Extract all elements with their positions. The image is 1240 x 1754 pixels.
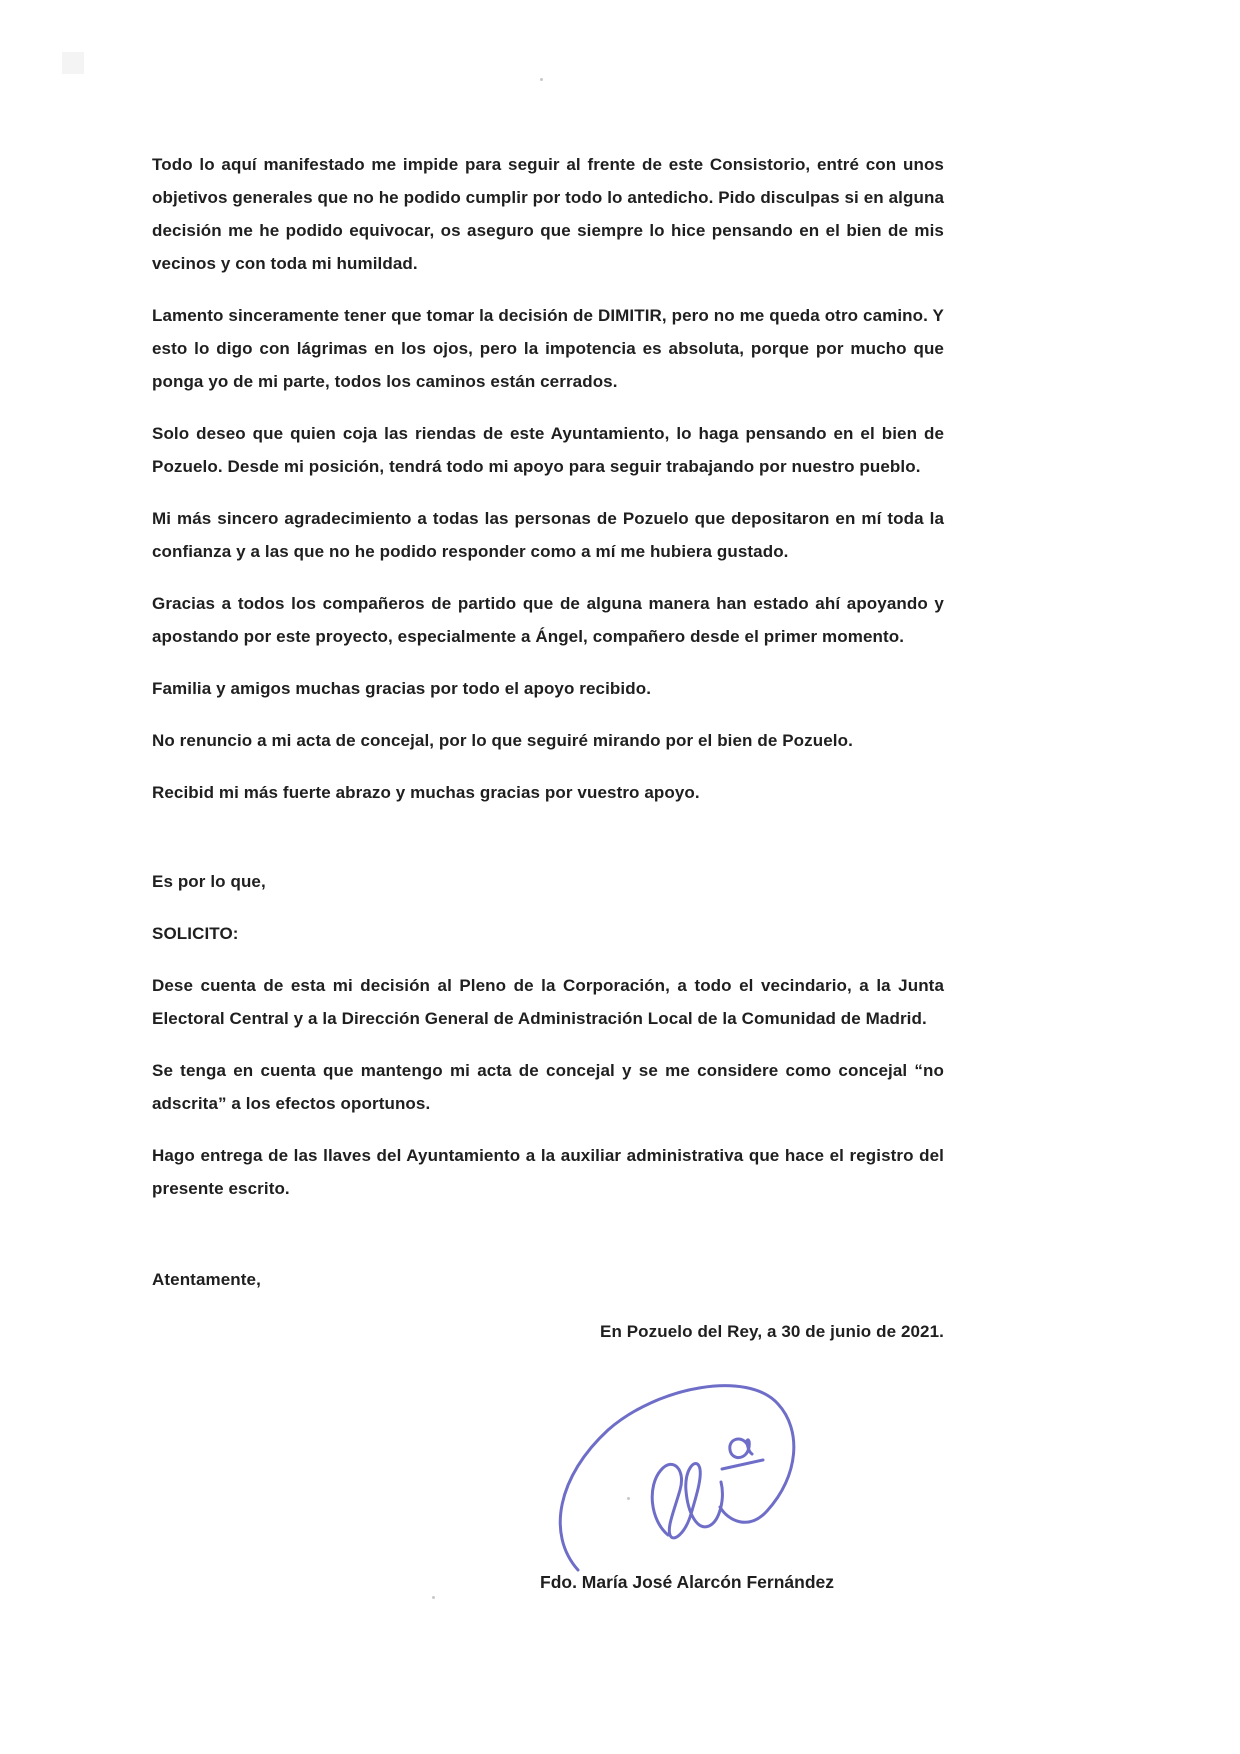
dateline: En Pozuelo del Rey, a 30 de junio de 2021. — [600, 1322, 944, 1341]
paragraph-riendas: Solo deseo que quien coja las riendas de este Ayuntamiento, lo haga pensando en el bien de Pozuelo. Desde mi posición, tendrá todo mi apoyo para seguir trabajando por nuestro pueblo. — [152, 424, 944, 476]
paragraph-agradecimiento: Mi más sincero agradecimiento a todas las personas de Pozuelo que depositaron en mí toda la confianza y a las que no he podido responder como a mí me hubiera gustado. — [152, 509, 944, 561]
scan-artifact — [432, 1596, 435, 1599]
request-llaves: Hago entrega de las llaves del Ayuntamiento a la auxiliar administrativa que hace el registro del presente escrito. — [152, 1146, 944, 1198]
solicito-heading: SOLICITO: — [152, 924, 239, 943]
letter-body — [152, 0, 944, 1367]
request-no-adscrita: Se tenga en cuenta que mantengo mi acta de concejal y se me considere como concejal “no adscrita” a los efectos oportunos. — [152, 1061, 944, 1113]
closing-intro: Es por lo que, — [152, 872, 266, 891]
paragraph-abrazo: Recibid mi más fuerte abrazo y muchas gracias por vuestro apoyo. — [152, 783, 700, 802]
signature-ink-icon — [550, 1378, 815, 1578]
paragraph-companeros: Gracias a todos los compañeros de partido que de alguna manera han estado ahí apoyando y apostando por este proyecto, especialmente a Ángel, compañero desde el primer momento. — [152, 594, 944, 646]
farewell: Atentamente, — [152, 1270, 261, 1289]
paragraph-no-renuncio: No renuncio a mi acta de concejal, por lo que seguiré mirando por el bien de Pozuelo. — [152, 731, 853, 750]
paragraph-familia: Familia y amigos muchas gracias por todo el apoyo recibido. — [152, 679, 652, 698]
scan-artifact — [62, 52, 84, 74]
signed-by-line: Fdo. María José Alarcón Fernández — [540, 1572, 835, 1592]
handwritten-signature — [550, 1378, 815, 1578]
paragraph-dimitir: Lamento sinceramente tener que tomar la decisión de DIMITIR, pero no me queda otro camino. Y esto lo digo con lágrimas en los ojos, pero la impotencia es absoluta, porque por mucho que ponga yo de mi parte, todos los caminos están cerrados. — [152, 306, 944, 391]
paragraph-manifestado: Todo lo aquí manifestado me impide para seguir al frente de este Consistorio, entré con unos objetivos generales que no he podido cumplir por todo lo antedicho. Pido disculpas si en alguna decisión me he podido equivocar, os aseguro que siempre lo hice pensando en el bien de mis vecinos y con toda mi humildad. — [152, 155, 944, 273]
request-pleno: Dese cuenta de esta mi decisión al Pleno de la Corporación, a todo el vecindario, a la Junta Electoral Central y a la Dirección General de Administración Local de la Comunidad de Madrid. — [152, 976, 944, 1028]
